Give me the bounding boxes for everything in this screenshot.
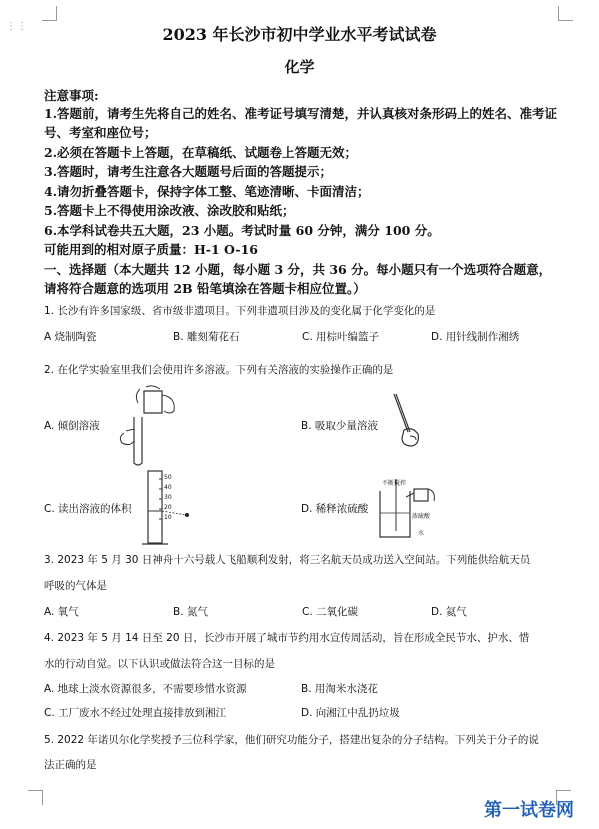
q1-option-b[interactable]: B. 雕刻菊花石	[173, 331, 240, 343]
section1-heading-line2: 请将符合题意的选项用 2B 铅笔填涂在答题卡相应位置。）	[44, 281, 366, 296]
notice-item-1b: 号、考室和座位号；	[44, 125, 157, 140]
q1-option-d[interactable]: D. 用针线制作湘绣	[431, 331, 520, 343]
cyl-tick-40: 40	[164, 484, 172, 491]
q3-option-c[interactable]: C. 二氧化碳	[302, 606, 359, 618]
acid-label: 浓硫酸	[412, 513, 431, 520]
cyl-tick-20: 20	[164, 504, 172, 511]
q4-option-c[interactable]: C. 工厂废水不经过处理直接排放到湘江	[44, 707, 227, 719]
atomic-mass-line: 可能用到的相对原子质量：H-1 O-16	[44, 242, 258, 257]
q4-option-a[interactable]: A. 地球上淡水资源很多，不需要珍惜水资源	[44, 683, 247, 695]
section1-heading-line1: 一、选择题（本大题共 12 小题，每小题 3 分，共 36 分。每小题只有一个选项符合题意，	[44, 262, 552, 277]
q1-option-c[interactable]: C. 用棕叶编篮子	[302, 331, 380, 343]
subject-title: 化学	[284, 58, 315, 76]
q5-stem-line1: 5. 2022 年诺贝尔化学奖授予三位科学家，他们研究功能分子，搭建出复杂的分子结构。下列关于分子的说	[44, 734, 539, 746]
q3-option-a[interactable]: A. 氧气	[44, 606, 79, 618]
site-watermark: 第一试卷网	[484, 800, 574, 821]
q2-option-d[interactable]: D. 稀释浓硫酸	[301, 503, 369, 515]
notice-item-3: 3.答题时，请考生注意各大题题号后面的答题提示；	[44, 164, 333, 179]
q2-option-c[interactable]: C. 读出溶液的体积	[44, 503, 132, 515]
notice-item-1a: 1.答题前，请考生先将自己的姓名、准考证号填写清楚，并认真核对条形码上的姓名、准考证	[44, 106, 558, 121]
q4-option-d[interactable]: D. 向湘江中乱扔垃圾	[301, 707, 400, 719]
q3-stem-line1: 3. 2023 年 5 月 30 日神舟十六号载人飞船顺利发射，将三名航天员成功送入空间站。下列能供给航天员	[44, 554, 531, 566]
q3-option-d[interactable]: D. 氦气	[431, 606, 467, 618]
q4-stem-line1: 4. 2023 年 5 月 14 日至 20 日，长沙市开展了城市节约用水宣传周活动，旨在形成全民节水、护水、惜	[44, 632, 530, 644]
q1-stem: 1. 长沙有许多国家级、省市级非遗项目。下列非遗项目涉及的变化属于化学变化的是	[44, 305, 436, 317]
q2-option-b[interactable]: B. 吸取少量溶液	[301, 420, 378, 432]
q2-option-a[interactable]: A. 倾倒溶液	[44, 420, 100, 432]
cyl-tick-30: 30	[164, 494, 172, 501]
q3-option-b[interactable]: B. 氮气	[173, 606, 208, 618]
q4-stem-line2: 水的行动自觉。以下认识或做法符合这一目标的是	[44, 658, 275, 670]
notice-heading: 注意事项:	[44, 88, 99, 103]
cyl-tick-10: 10	[164, 514, 172, 521]
corner-mark-bottom-left	[28, 790, 43, 805]
corner-mark-top-left	[42, 6, 57, 21]
q4-option-b[interactable]: B. 用淘米水浇花	[301, 683, 378, 695]
pouring-solution-diagram	[104, 385, 190, 467]
water-label: 水	[418, 530, 425, 537]
q1-option-a[interactable]: A 烧制陶瓷	[44, 331, 97, 343]
q2-stem: 2. 在化学实验室里我们会使用许多溶液。下列有关溶液的实验操作正确的是	[44, 364, 394, 376]
notice-item-6: 6.本学科试卷共五大题，23 小题。考试时量 60 分钟，满分 100 分。	[44, 223, 440, 238]
corner-mark-top-right	[558, 6, 573, 21]
notice-item-2: 2.必须在答题卡上答题，在草稿纸、试题卷上答题无效；	[44, 145, 358, 160]
dropper-diagram	[388, 392, 428, 452]
q3-stem-line2: 呼吸的气体是	[44, 580, 107, 592]
q5-stem-line2: 法正确的是	[44, 759, 97, 771]
stir-label: 不断搅拌	[382, 480, 407, 487]
exam-title: 2023 年长沙市初中学业水平考试试卷	[162, 25, 437, 44]
cyl-tick-50: 50	[164, 474, 172, 481]
drag-handle-icon[interactable]: ⋮⋮	[6, 21, 28, 32]
notice-item-5: 5.答题卡上不得使用涂改液、涂改胶和贴纸；	[44, 203, 295, 218]
notice-item-4: 4.请勿折叠答题卡，保持字体工整、笔迹清晰、卡面清洁；	[44, 184, 370, 199]
